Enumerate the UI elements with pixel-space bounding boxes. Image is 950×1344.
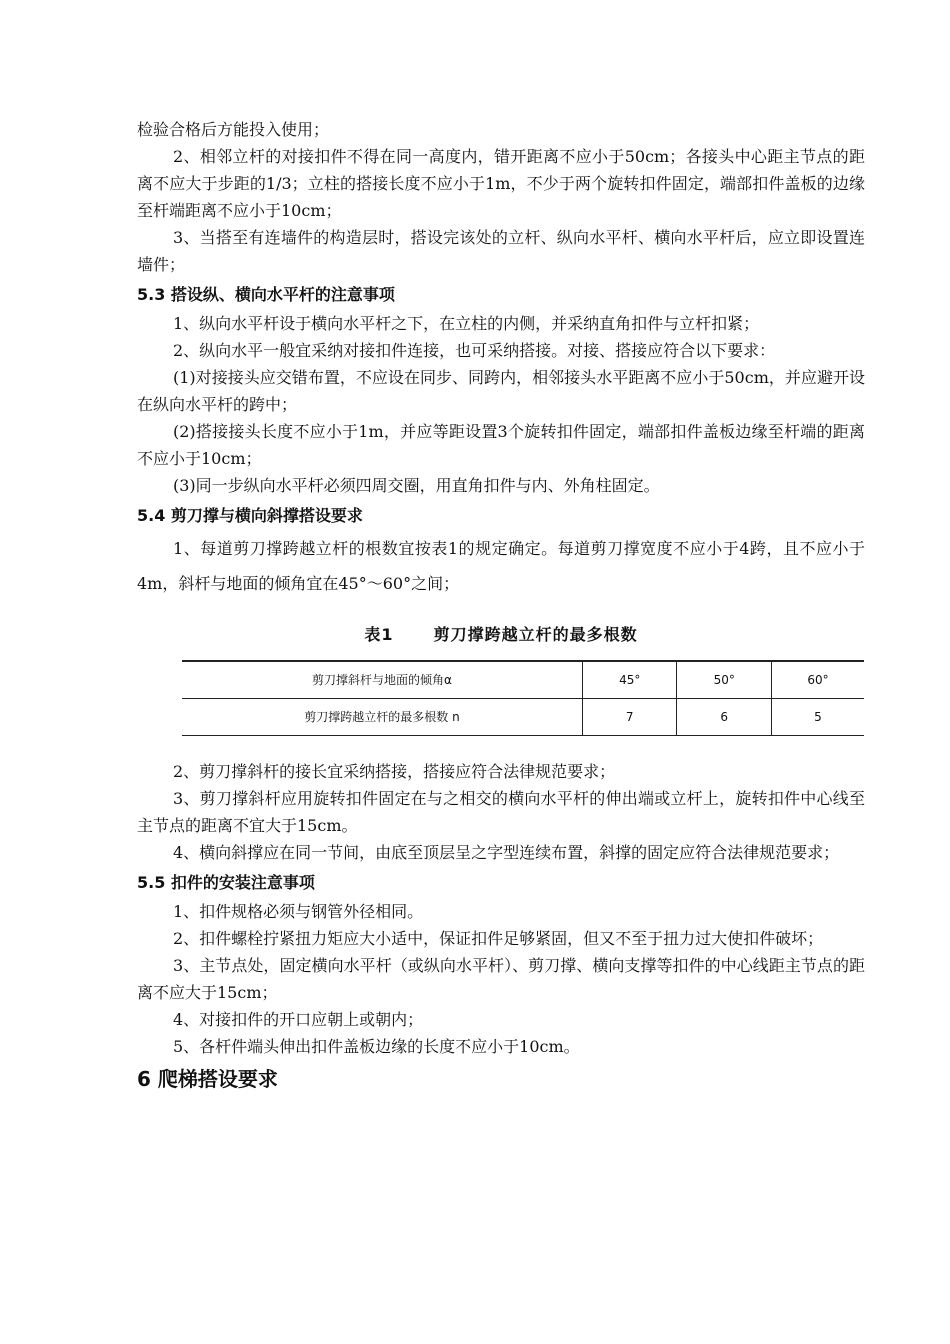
list-item: 2、纵向水平一般宜采纳对接扣件连接，也可采纳搭接。对接、搭接应符合以下要求： xyxy=(173,341,776,360)
list-item: (2)搭接接头长度不应小于1m，并应等距设置3个旋转扣件固定，端部扣件盖板边缘至杆端的距离不应小于10cm； xyxy=(137,422,865,468)
table-cell: 7 xyxy=(583,699,677,736)
table-cell-label: 剪刀撑斜杆与地面的倾角α xyxy=(182,661,583,699)
paragraph: 检验合格后方能投入使用； xyxy=(137,120,330,139)
document-page xyxy=(137,116,865,1094)
table-title xyxy=(137,621,865,648)
list-item: (1)对接接头应交错布置，不应设在同步、同跨内，相邻接头水平距离不应小于50cm，并应避开设在纵向水平杆的跨中； xyxy=(137,368,865,414)
list-item: 5、各杆件端头伸出扣件盖板边缘的长度不应小于10cm。 xyxy=(173,1037,580,1056)
data-table xyxy=(182,660,864,736)
table-cell: 45° xyxy=(583,661,677,699)
list-item: 2、剪刀撑斜杆的接长宜采纳搭接，搭接应符合法律规范要求； xyxy=(173,762,616,781)
list-item: 1、扣件规格必须与钢管外径相同。 xyxy=(173,902,424,921)
list-item: 4、对接扣件的开口应朝上或朝内； xyxy=(173,1010,424,1029)
paragraph: 3、当搭至有连墙件的构造层时，搭设完该处的立杆、纵向水平杆、横向水平杆后，应立即设置连墙件； xyxy=(137,228,865,274)
paragraph: 1、每道剪刀撑跨越立杆的根数宜按表1的规定确定。每道剪刀撑宽度不应小于4跨，且不应小于4m，斜杆与地面的倾角宜在45°～60°之间； xyxy=(137,539,865,593)
section-heading-5-5: 5.5 扣件的安装注意事项 xyxy=(137,873,315,892)
table-number: 表1 xyxy=(364,625,394,644)
section-heading-5-4: 5.4 剪刀撑与横向斜撑搭设要求 xyxy=(137,506,363,525)
table-cell: 60° xyxy=(771,661,864,699)
table-cell-label: 剪刀撑跨越立杆的最多根数 n xyxy=(182,699,583,736)
table-row xyxy=(182,661,864,699)
list-item: 3、剪刀撑斜杆应用旋转扣件固定在与之相交的横向水平杆的伸出端或立杆上，旋转扣件中心线至主节点的距离不宜大于15cm。 xyxy=(137,789,865,835)
paragraph: 2、相邻立杆的对接扣件不得在同一高度内，错开距离不应小于50cm；各接头中心距主节点的距离不应大于步距的1/3；立柱的搭接长度不应小于1m，不少于两个旋转扣件固定，端部扣件盖板的边缘至杆端距离不应小于10cm； xyxy=(137,147,865,220)
list-item: 2、扣件螺栓拧紧扭力矩应大小适中，保证扣件足够紧固，但又不至于扭力过大使扣件破坏； xyxy=(173,929,824,948)
list-item: (3)同一步纵向水平杆必须四周交圈，用直角扣件与内、外角柱固定。 xyxy=(173,476,660,495)
list-item: 4、横向斜撑应在同一节间，由底至顶层呈之字型连续布置，斜撑的固定应符合法律规范要求； xyxy=(173,843,840,862)
section-heading-6: 6 爬梯搭设要求 xyxy=(137,1067,278,1091)
section-heading-5-3: 5.3 搭设纵、横向水平杆的注意事项 xyxy=(137,285,395,304)
table-cell: 50° xyxy=(677,661,771,699)
table-caption: 剪刀撑跨越立杆的最多根数 xyxy=(433,625,638,644)
table-cell: 5 xyxy=(771,699,864,736)
table-row xyxy=(182,699,864,736)
table-cell: 6 xyxy=(677,699,771,736)
list-item: 3、主节点处，固定横向水平杆（或纵向水平杆）、剪刀撑、横向支撑等扣件的中心线距主节点的距离不应大于15cm； xyxy=(137,956,865,1002)
list-item: 1、纵向水平杆设于横向水平杆之下，在立柱的内侧，并采纳直角扣件与立杆扣紧； xyxy=(173,314,760,333)
